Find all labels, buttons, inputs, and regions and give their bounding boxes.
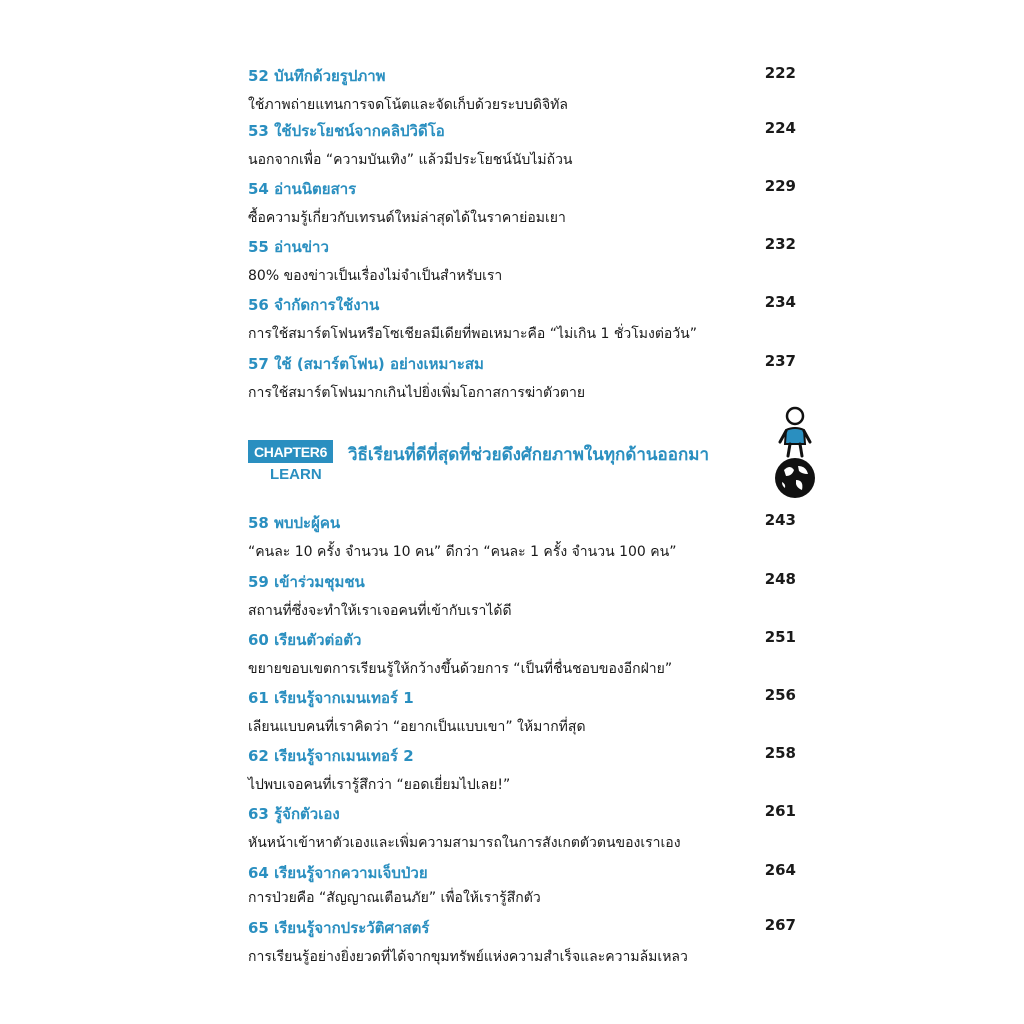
entry-title: 54 อ่านนิตยสาร [248,180,357,198]
entry-title: 58 พบปะผู้คน [248,514,341,532]
entry-title: 64 เรียนรู้จากความเจ็บป่วย [248,864,428,882]
entry-page-number: 232 [764,235,796,253]
entry-title: 53 ใช้ประโยชน์จากคลิปวิดีโอ [248,122,445,140]
entry-title: 65 เรียนรู้จากประวัติศาสตร์ [248,919,430,937]
entry-description: การใช้สมาร์ตโฟนมากเกินไปยิ่งเพิ่มโอกาสการฆ่าตัวตาย [248,385,586,401]
entry-description: การใช้สมาร์ตโฟนหรือโซเชียลมีเดียที่พอเหมาะคือ “ไม่เกิน 1 ชั่วโมงต่อวัน” [248,326,698,342]
entry-description: เลียนแบบคนที่เราคิดว่า “อยากเป็นแบบเขา” ให้มากที่สุด [248,719,586,735]
entry-page-number: 222 [764,64,796,82]
entry-page-number: 237 [764,352,796,370]
entry-page-number: 224 [764,119,796,137]
entry-page-number: 248 [764,570,796,588]
entry-description: หันหน้าเข้าหาตัวเองและเพิ่มความสามารถในการสังเกตตัวตนของเราเอง [248,835,681,851]
chapter-heading [248,440,808,500]
entry-page-number: 229 [764,177,796,195]
chapter-title: วิธีเรียนที่ดีที่สุดที่ช่วยดึงศักยภาพในทุกด้านออกมา [348,445,710,465]
entry-title: 63 รู้จักตัวเอง [248,805,340,823]
entry-description: นอกจากเพื่อ “ความบันเทิง” แล้วมีประโยชน์นับไม่ถ้วน [248,152,573,168]
entry-page-number: 261 [764,802,796,820]
chapter-subtitle: LEARN [270,466,322,483]
entry-title: 61 เรียนรู้จากเมนเทอร์ 1 [248,689,414,707]
entry-description: “คนละ 10 ครั้ง จำนวน 10 คน” ดีกว่า “คนละ 1 ครั้ง จำนวน 100 คน” [248,544,677,560]
entry-title: 52 บันทึกด้วยรูปภาพ [248,67,386,85]
entry-page-number: 234 [764,293,796,311]
entry-page-number: 267 [764,916,796,934]
entry-page-number: 256 [764,686,796,704]
entry-description: ขยายขอบเขตการเรียนรู้ให้กว้างขึ้นด้วยการ “เป็นที่ชื่นชอบของอีกฝ่าย” [248,661,673,677]
entry-title: 57 ใช้ (สมาร์ตโฟน) อย่างเหมาะสม [248,355,484,373]
chapter-badge: CHAPTER6 [248,440,333,463]
entry-title: 55 อ่านข่าว [248,238,329,256]
entry-title: 59 เข้าร่วมชุมชน [248,573,365,591]
entry-description: การป่วยคือ “สัญญาณเตือนภัย” เพื่อให้เรารู้สึกตัว [248,890,541,906]
entry-page-number: 258 [764,744,796,762]
entry-description: การเรียนรู้อย่างยิ่งยวดที่ได้จากขุมทรัพย์แห่งความสำเร็จและความล้มเหลว [248,949,688,965]
entry-description: ใช้ภาพถ่ายแทนการจดโน้ตและจัดเก็บด้วยระบบดิจิทัล [248,97,568,113]
entry-description: 80% ของข่าวเป็นเรื่องไม่จำเป็นสำหรับเรา [248,268,503,284]
entry-description: สถานที่ซึ่งจะทำให้เราเจอคนที่เข้ากับเราได้ดี [248,603,512,619]
person-on-globe-icon [772,404,818,500]
entry-description: ไปพบเจอคนที่เรารู้สึกว่า “ยอดเยี่ยมไปเลย!” [248,777,511,793]
entry-page-number: 264 [764,861,796,879]
entry-title: 56 จำกัดการใช้งาน [248,296,380,314]
entry-title: 62 เรียนรู้จากเมนเทอร์ 2 [248,747,414,765]
entry-title: 60 เรียนตัวต่อตัว [248,631,362,649]
entry-page-number: 243 [764,511,796,529]
entry-page-number: 251 [764,628,796,646]
entry-description: ซื้อความรู้เกี่ยวกับเทรนด์ใหม่ล่าสุดได้ในราคาย่อมเยา [248,210,566,226]
